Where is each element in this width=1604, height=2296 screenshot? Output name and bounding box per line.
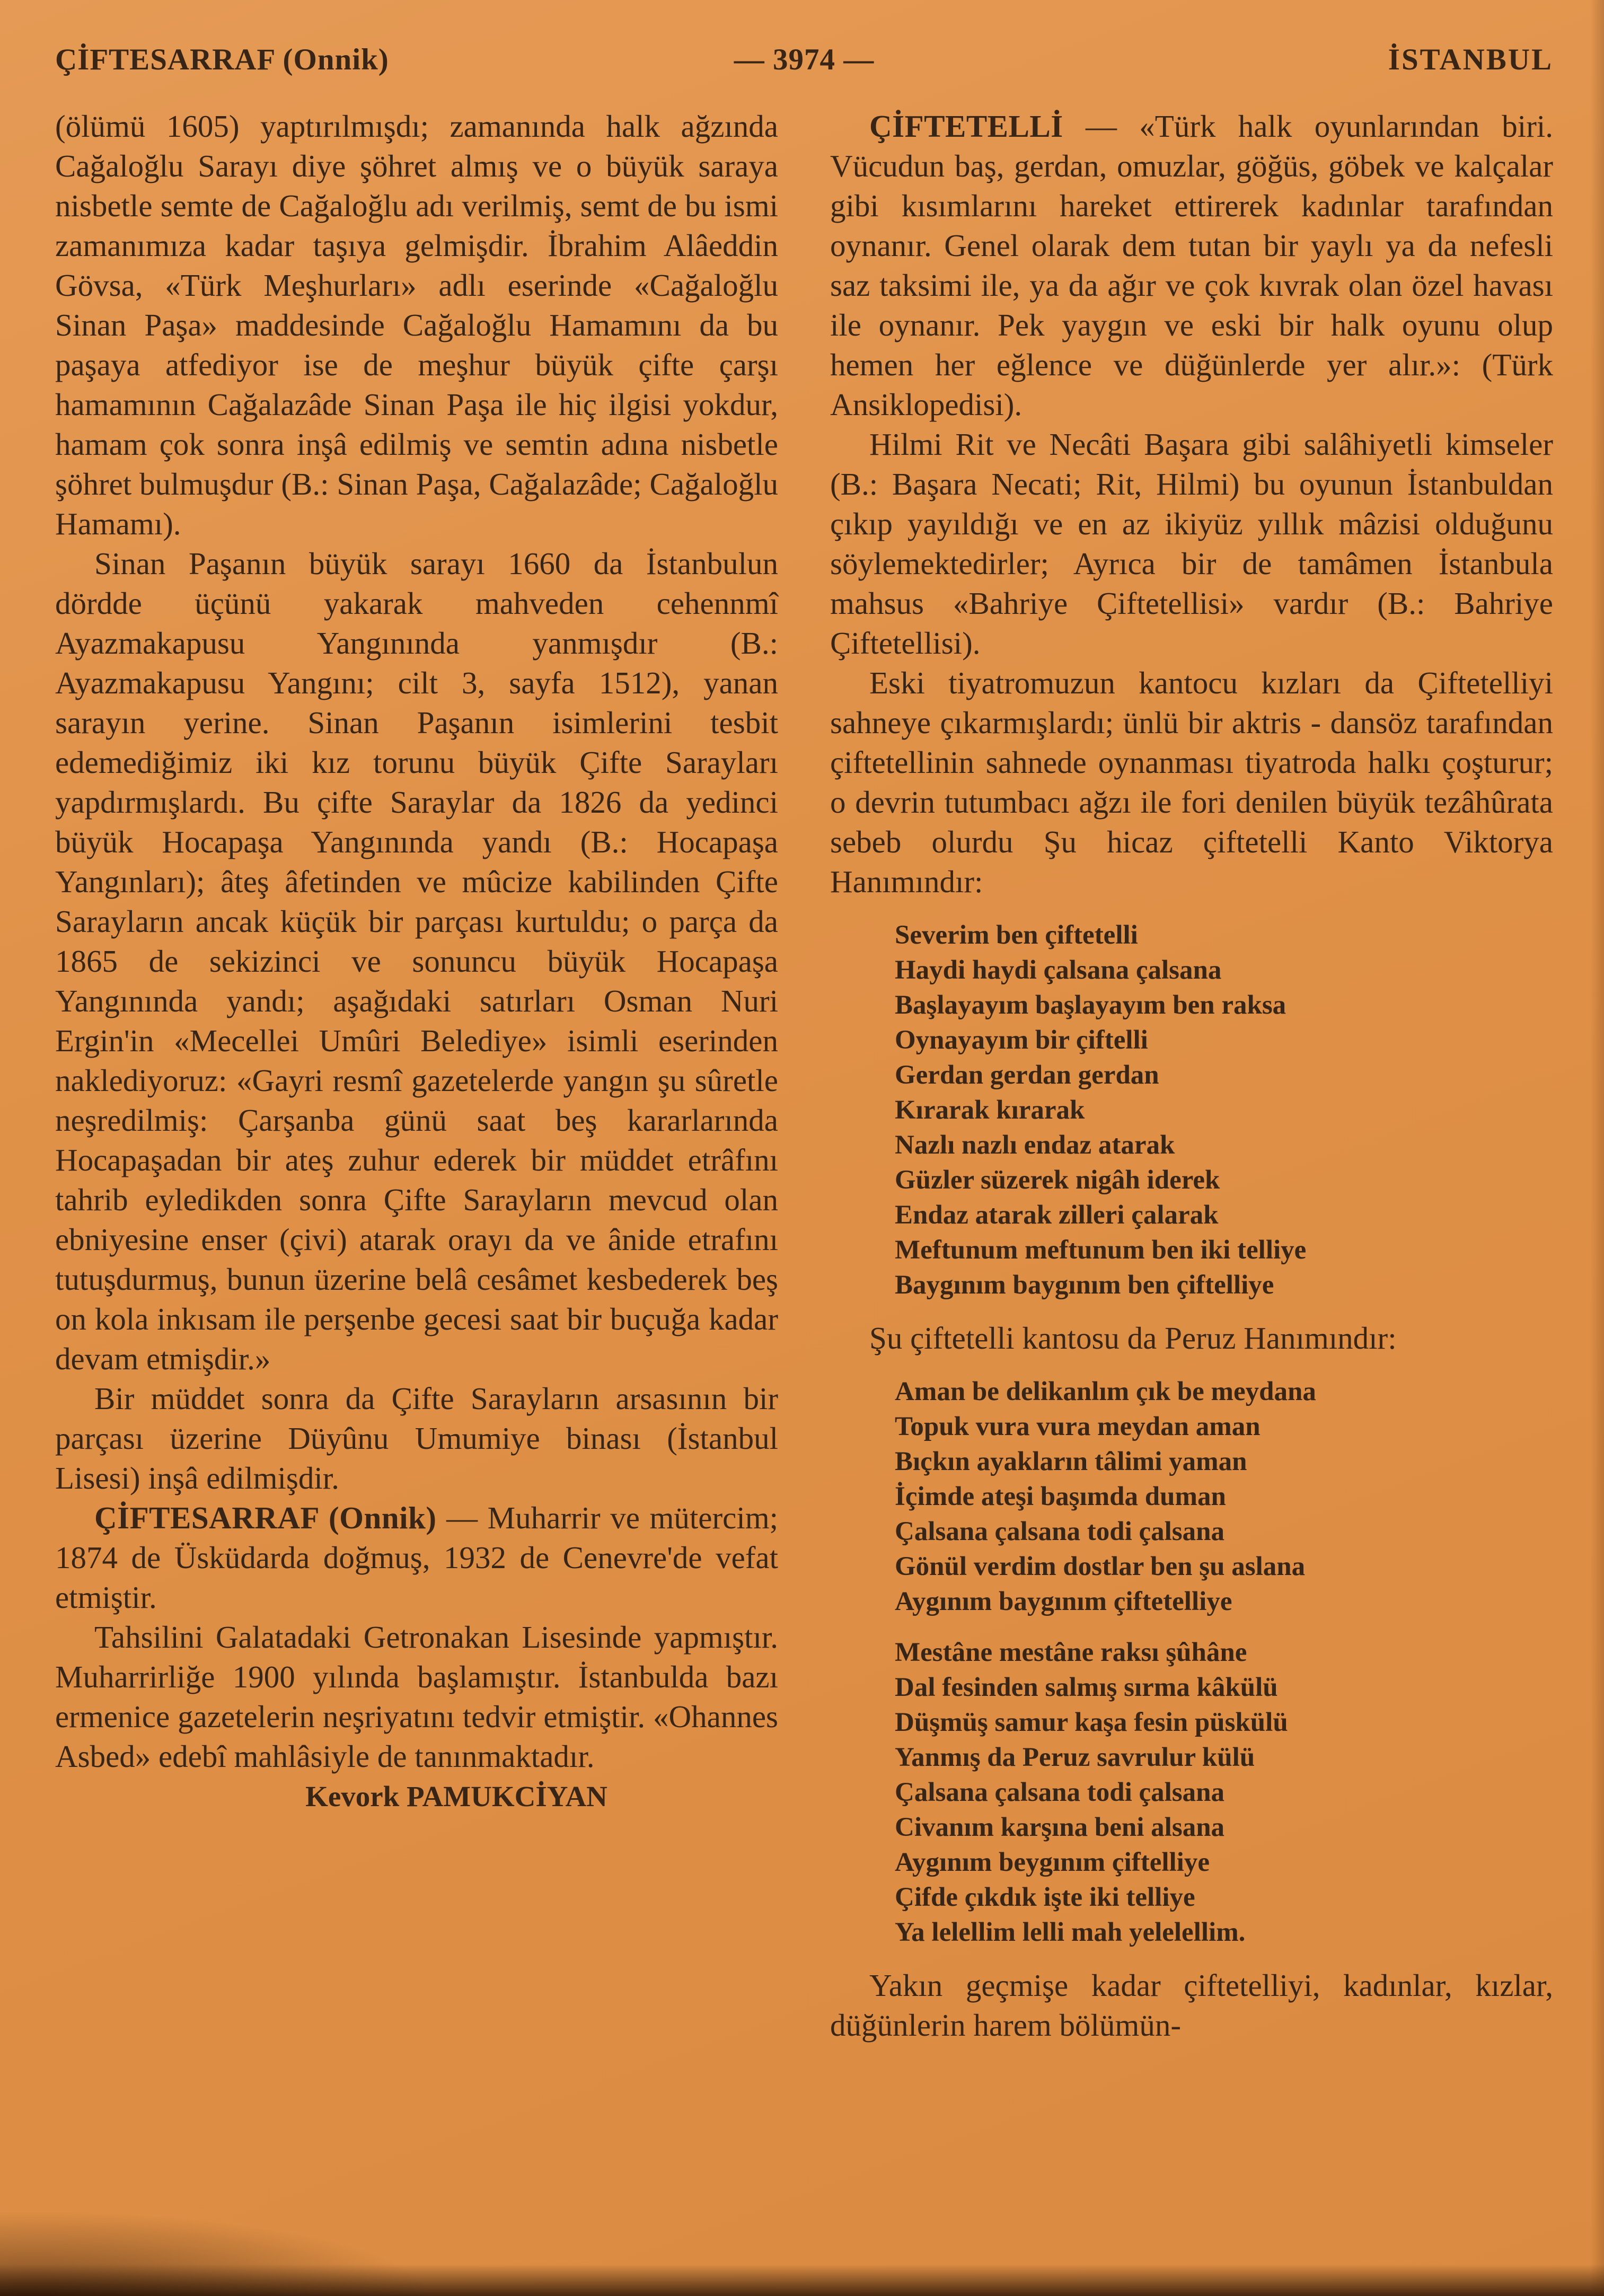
verse-line: Düşmüş samur kaşa fesin püskülü: [895, 1708, 1288, 1737]
verse-line: Topuk vura vura meydan aman: [895, 1412, 1261, 1441]
verse-block: [895, 918, 1553, 1303]
paragraph: Eski tiyatromuzun kantocu kızları da Çiftetelliyi sahneye çıkarmışlardı; ünlü bir aktris - dansöz tarafından çiftetellinin sahnede oynanması tiyatroda halkı çoşturur; o devrin tutumbacı ağzı ile fori denilen büyük tezâhûrata sebeb olurdu Şu hicaz çiftetelli Kanto Viktorya Hanımındır:: [830, 665, 1553, 899]
verse-line: Meftunum meftunum ben iki telliye: [895, 1235, 1307, 1265]
verse-line: Gönül verdim dostlar ben şu aslana: [895, 1552, 1306, 1581]
paragraph: Hilmi Rit ve Necâti Başara gibi salâhiyetli kimseler (B.: Başara Necati; Rit, Hilmi) bu oyunun İstanbuldan çıkıp yayıldığı ve en az ikiyüz yıllık mâzisi olduğunu söylemektedirler; Ayrıca bir de tamâmen İstanbula mahsus «Bahriye Çiftetellisi» vardır (B.: Bahriye Çiftetellisi).: [830, 427, 1553, 661]
verse-line: Bıçkın ayakların tâlimi yaman: [895, 1447, 1247, 1476]
author-signature: Kevork PAMUKCİYAN: [305, 1780, 607, 1813]
verse-line: Kırarak kırarak: [895, 1095, 1085, 1125]
verse-line: Mestâne mestâne raksı şûhâne: [895, 1638, 1247, 1667]
verse-line: Civanım karşına beni alsana: [895, 1813, 1225, 1842]
verse-line: Aygınım beygınım çiftelliye: [895, 1848, 1210, 1877]
page-number: — 3974 —: [734, 43, 875, 76]
verse-line: Güzler süzerek nigâh iderek: [895, 1165, 1220, 1195]
entry-headword: ÇİFTETELLİ: [869, 109, 1063, 144]
verse-line: Aman be delikanlım çık be meydana: [895, 1377, 1316, 1406]
verse-line: Baygınım baygınım ben çiftelliye: [895, 1270, 1274, 1300]
verse-line: Haydi haydi çalsana çalsana: [895, 955, 1222, 985]
paragraph: (ölümü 1605) yaptırılmışdı; zamanında halk ağzında Cağaloğlu Sarayı diye şöhret almış ve o büyük saraya nisbetle semte de Cağaloğlu adı verilmiş, semt de bu ismi zamanımıza kadar taşıya gelmişdir. İbrahim Alâeddin Gövsa, «Türk Meşhurları» adlı eserinde «Cağaloğlu Sinan Paşa» maddesinde Cağaloğlu Hamamını da bu paşaya atfediyor ise de meşhur büyük çifte çarşı hamamının Cağalazâde Sinan Paşa ile hiç ilgisi yokdur, hamam çok sonra inşâ edilmiş ve semtin adına nisbetle şöhret bulmuşdur (B.: Sinan Paşa, Cağalazâde; Cağaloğlu Hamamı).: [55, 109, 778, 541]
verse-line: İçimde ateşi başımda duman: [895, 1482, 1226, 1511]
verse-line: Yanmış da Peruz savrulur külü: [895, 1743, 1255, 1772]
verse-line: Endaz atarak zilleri çalarak: [895, 1200, 1219, 1230]
verse-line: Çifde çıkdık işte iki telliye: [895, 1882, 1195, 1912]
verse-line: Çalsana çalsana todi çalsana: [895, 1778, 1225, 1807]
verse-line: Gerdan gerdan gerdan: [895, 1060, 1159, 1090]
verse-line: Oynayayım bir çiftelli: [895, 1025, 1148, 1055]
verse-line: Ya lelellim lelli mah yelelellim.: [895, 1917, 1246, 1947]
verse-line: Başlayayım başlayayım ben raksa: [895, 990, 1286, 1020]
text-columns: [55, 107, 1553, 2045]
left-column: [55, 107, 778, 2045]
running-head-left: ÇİFTESARRAF (Onnik): [55, 43, 389, 76]
paragraph: Şu çiftetelli kantosu da Peruz Hanımındır:: [869, 1321, 1397, 1356]
verse-block: [895, 1374, 1553, 1619]
verse-line: Severim ben çiftetelli: [895, 920, 1138, 950]
entry-headword: ÇİFTESARRAF (Onnik): [94, 1500, 437, 1535]
verse-line: Çalsana çalsana todi çalsana: [895, 1517, 1225, 1546]
verse-line: Nazlı nazlı endaz atarak: [895, 1130, 1175, 1160]
paragraph: Sinan Paşanın büyük sarayı 1660 da İstanbulun dördde üçünü yakarak mahveden cehennmî Ayazmakapusu Yangınında yanmışdır (B.: Ayazmakapusu Yangını; cilt 3, sayfa 1512), yanan sarayın yerine. Sinan Paşanın isimlerini tesbit edemediğimiz iki kız torunu büyük Çifte Sarayları yapdırmışlardı. Bu çifte Saraylar da 1826 da yedinci büyük Hocapaşa Yangınında yandı (B.: Hocapaşa Yangınları); âteş âfetinden ve mûcize kabilinden Çifte Sarayların ancak küçük bir parçası kurtuldu; o parça da 1865 de sekizinci ve sonuncu büyük Hocapaşa Yangınında yandı; aşağıdaki satırları Osman Nuri Ergin'in «Mecellei Umûri Belediye» isimli eserinden naklediyoruz: «Gayri resmî gazetelerde yangın şu sûretle neşredilmiş: Çarşanba günü saat beş kararlarında Hocapaşadan bir ateş zuhur ederek bir müddet etrâfını tahrib eyledikden sonra Çifte Sarayların mevcud olan ebniyesine enser (çivi) atarak orayı da ve ânide etrafını tutuşdurmuş, bunun üzerine belâ cesâmet kesbederek beş on kola inkısam ile perşenbe gecesi saat bir buçuğa kadar devam etmişdir.»: [55, 546, 778, 1376]
verse-line: Dal fesinden salmış sırma kâkülü: [895, 1673, 1278, 1702]
verse-line: Aygınım baygınım çiftetelliye: [895, 1587, 1232, 1616]
running-head-right: İSTANBUL: [1388, 43, 1553, 76]
paragraph: Tahsilini Galatadaki Getronakan Lisesinde yapmıştır. Muharrirliğe 1900 yılında başlamıştır. İstanbulda bazı ermenice gazetelerin neşriyatını tedvir etmiştir. «Ohannes Asbed» edebî mahlâsiyle de tanınmaktadır.: [55, 1620, 778, 1774]
entry-paragraph: ÇİFTETELLİ — «Türk halk oyunlarından biri. Vücudun baş, gerdan, omuzlar, göğüs, göbek ve kalçalar gibi kısımlarını hareket ettirerek kadınlar tarafından oynanır. Genel olarak dem tutan bir yaylı ya da nefesli saz taksimi ile, ya da ağır ve çok kıvrak olan özel havası ile oynanır. Pek yaygın ve eski bir halk oyunu olup hemen her eğlence ve düğünlerde yer alır.»: (Türk Ansiklopedisi).: [830, 109, 1553, 422]
paragraph: Bir müddet sonra da Çifte Sarayların arsasının bir parçası üzerine Düyûnu Umumiye binası (İstanbul Lisesi) inşâ edilmişdir.: [55, 1381, 778, 1496]
running-header: [55, 42, 1553, 77]
paragraph: Yakın geçmişe kadar çiftetelliyi, kadınlar, kızlar, düğünlerin harem bölümün-: [830, 1968, 1553, 2043]
verse-block: [895, 1635, 1553, 1950]
right-column: [830, 107, 1553, 2045]
entry-paragraph: ÇİFTESARRAF (Onnik) — Muharrir ve mütercim; 1874 de Üsküdarda doğmuş, 1932 de Cenevre'de vefat etmiştir.: [55, 1500, 778, 1615]
